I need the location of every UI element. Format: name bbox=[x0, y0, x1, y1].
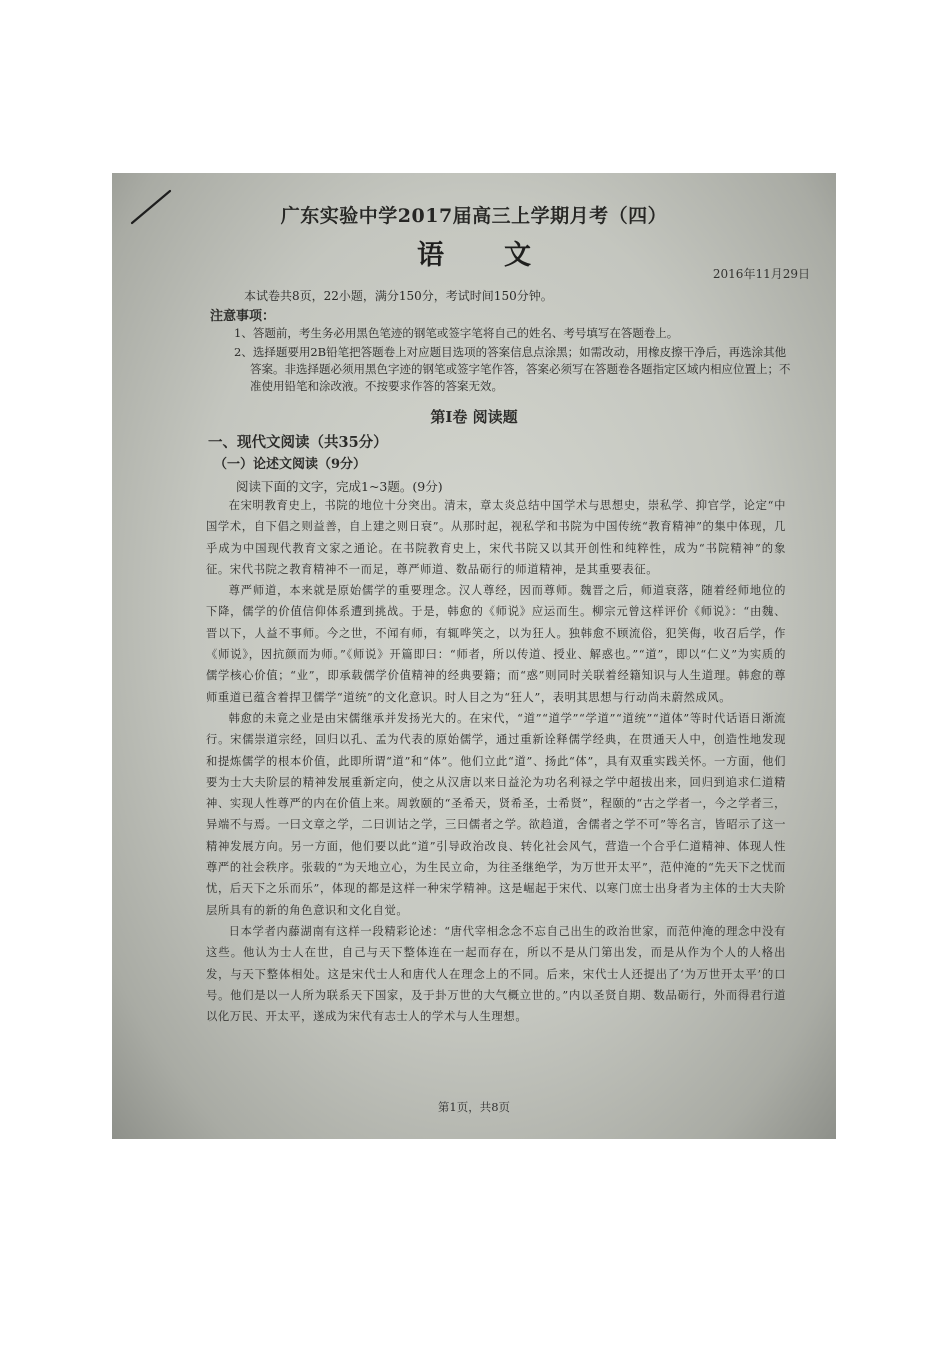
section-title: 第Ⅰ卷 阅读题 bbox=[430, 408, 518, 426]
passage-paragraph: 尊严师道，本来就是原始儒学的重要理念。汉人尊经，因而尊师。魏晋之后，师道衰落，随着经师地位的下降，儒学的价值信仰体系遭到挑战。于是，韩愈的《师说》应运而生。柳宗元曾这样评价《师说》：“由魏、晋以下，人益不事师。今之世，不闻有师，有辄哗笑之，以为狂人。独韩愈不顾流俗，犯笑侮，收召后学，作《师说》，因抗颜而为师。”《师说》开篇即曰：“师者，所以传道、授业、解惑也。”“道”，即以“仁义”为实质的儒学核心价值；“业”，即承载儒学价值精神的经典要籍；而“惑”则同时关联着经籍知识与人生道理。韩愈的尊师重道已蕴含着捍卫儒学“道统”的文化意识。时人目之为“狂人”，表明其思想与行动尚未蔚然成风。 bbox=[206, 584, 786, 704]
exam-photo bbox=[112, 173, 836, 1139]
exam-intro: 本试卷共8页，22小题，满分150分，考试时间150分钟。 bbox=[244, 289, 553, 303]
passage-paragraph: 在宋明教育史上，书院的地位十分突出。清末，章太炎总结中国学术与思想史，崇私学、抑官学，论定“中国学术，自下倡之则益善，自上建之则日衰”。从那时起，视私学和书院为中国传统“教育精神”的集中体现，几乎成为中国现代教育文家之通论。在书院教育史上，宋代书院又以其开创性和纯粹性，成为“书院精神”的象征。宋代书院之教育精神不一而足，尊严师道、数品砺行的师道精神，是其重要表征。 bbox=[206, 499, 786, 576]
part-heading: 一、现代文阅读（共35分） bbox=[208, 434, 388, 451]
passage-paragraph: 韩愈的未竟之业是由宋儒继承并发扬光大的。在宋代，“道”“道学”“学道”“道统”“道体”等时代话语日渐流行。宋儒崇道宗经，回归以孔、孟为代表的原始儒学，通过重新诠释儒学经典，在贯通天人中，创造性地发现和提炼儒学的根本价值，此即所谓“道”和“体”。他们立此“道”、扬此“体”，具有双重实践关怀。一方面，他们要为士大夫阶层的精神发展重新定向，使之从汉唐以来日益沦为功名利禄之学中超拔出来，回归到追求仁道精神、实现人性尊严的内在价值上来。周敦颐的“圣希天，贤希圣，士希贤”，程颐的“古之学者一，今之学者三，异端不与焉。一曰文章之学，二曰训诂之学，三曰儒者之学。欲趋道，舍儒者之学不可”等名言，皆昭示了这一精神发展方向。另一方面，他们要以此“道”引导政治改良、转化社会风气，营造一个合乎仁道精神、体现人性尊严的社会秩序。张载的“为天地立心，为生民立命，为往圣继绝学，为万世开太平”，范仲淹的“先天下之忧而忧，后天下之乐而乐”，体现的都是这样一种宋学精神。这是崛起于宋代、以寒门庶士出身者为主体的士大夫阶层所具有的新的角色意识和文化自觉。 bbox=[206, 711, 786, 917]
page-footer: 第1页，共8页 bbox=[437, 1100, 511, 1114]
sub-heading: （一）论述文阅读（9分） bbox=[214, 457, 367, 472]
notice-item: 1、答题前，考生务必用黑色笔迹的钢笔或签字笔将自己的姓名、考号填写在答题卷上。 bbox=[234, 326, 679, 340]
subject-title: 语文 bbox=[417, 240, 591, 271]
exam-date: 2016年11月29日 bbox=[712, 267, 810, 281]
notice-list bbox=[234, 325, 794, 397]
notice-heading: 注意事项： bbox=[210, 309, 276, 324]
exam-title: 广东实验中学2017届高三上学期月考（四） bbox=[280, 205, 668, 227]
reading-passage bbox=[206, 495, 786, 1027]
notice-item: 2、选择题要用2B铅笔把答题卷上对应题目选项的答案信息点涂黑；如需改动，用橡皮擦干净后，再选涂其他答案。非选择题必须用黑色字迹的钢笔或签字笔作答，答案必须写在答题卷各题指定区域内相应位置上；不准使用铅笔和涂改液。不按要求作答的答案无效。 bbox=[234, 345, 791, 393]
reading-instruction: 阅读下面的文字，完成1~3题。(9分) bbox=[236, 479, 443, 494]
passage-paragraph: 日本学者内藤湖南有这样一段精彩论述：“唐代宰相念念不忘自己出生的政治世家，而范仲淹的理念中没有这些。他认为士人在世，自己与天下整体连在一起而存在，所以不是从门第出发，而是从作为个人的人格出发，与天下整体相处。这是宋代士人和唐代人在理念上的不同。后来，宋代士人还提出了‘为万世开太平’的口号。他们是以一人所为联系天下国家，及于卦万世的大气概立世的。”内以圣贤自期、数品砺行，外而得君行道以化万民、开太平，遂成为宋代有志士人的学术与人生理想。 bbox=[206, 924, 786, 1024]
